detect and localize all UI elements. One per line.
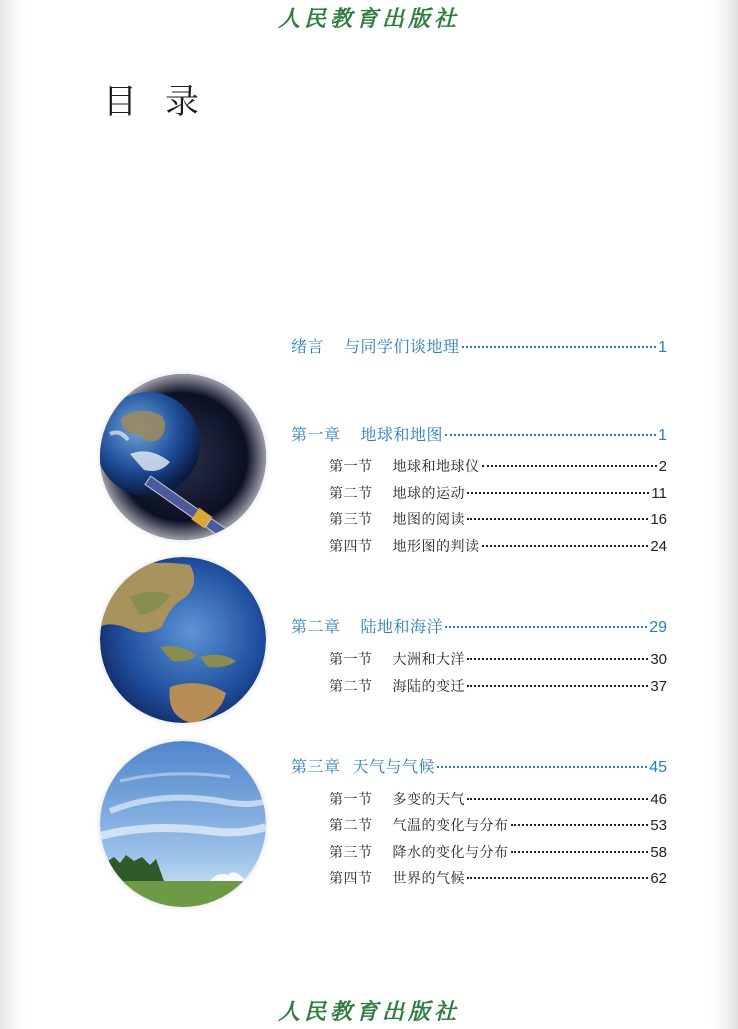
section-label: 第二节 — [329, 679, 373, 695]
section-title: 多变的天气 — [392, 792, 465, 808]
dot-leader — [482, 545, 649, 547]
dot-leader — [445, 626, 647, 628]
chapter-page: 45 — [649, 759, 667, 776]
section-page: 46 — [650, 791, 667, 808]
section-title: 海陆的变迁 — [392, 679, 465, 695]
section-label: 第三节 — [329, 512, 373, 528]
section-page: 30 — [650, 651, 667, 668]
section-title: 世界的气候 — [392, 871, 465, 887]
page-title: 目录 — [103, 82, 227, 122]
section-label: 第一节 — [329, 459, 373, 475]
section-label: 第一节 — [329, 652, 373, 668]
section-page: 11 — [651, 485, 667, 502]
dot-leader — [482, 465, 657, 467]
dot-leader — [467, 798, 648, 800]
dot-leader — [467, 877, 648, 879]
chapter-label: 第三章 — [291, 757, 341, 776]
section-page: 2 — [658, 458, 667, 475]
chapter-title: 天气与气候 — [352, 757, 436, 776]
dot-leader — [511, 824, 649, 826]
toc-section-3-3[interactable] — [329, 842, 667, 862]
sky-clouds-image — [100, 741, 266, 907]
chapter-title: 陆地和海洋 — [360, 617, 444, 636]
dot-leader — [467, 492, 649, 494]
chapter-title: 地球和地图 — [360, 425, 444, 444]
section-page: 53 — [650, 817, 667, 834]
toc-section-1-3[interactable] — [329, 509, 667, 529]
toc-section-1-1[interactable] — [329, 456, 667, 476]
toc-section-3-1[interactable] — [329, 789, 667, 809]
chapter-label: 第一章 — [291, 425, 341, 444]
section-title: 大洲和大洋 — [392, 652, 465, 668]
section-page: 58 — [650, 844, 667, 861]
section-title: 地球的运动 — [392, 486, 465, 502]
toc-section-3-2[interactable] — [329, 815, 667, 835]
section-title: 气温的变化与分布 — [392, 818, 509, 834]
section-page: 62 — [650, 870, 667, 887]
section-label: 第一节 — [329, 792, 373, 808]
earth-satellite-image — [100, 374, 266, 540]
section-page: 16 — [650, 511, 667, 528]
toc-section-2-2[interactable] — [329, 676, 667, 696]
toc-chapter-3[interactable] — [291, 754, 667, 777]
section-page: 37 — [650, 678, 667, 695]
toc-chapter-2[interactable] — [291, 614, 667, 637]
dot-leader — [467, 518, 648, 520]
section-page: 24 — [650, 538, 667, 555]
dot-leader — [462, 346, 657, 348]
section-title: 地球和地球仪 — [392, 459, 480, 475]
toc-section-1-4[interactable] — [329, 536, 667, 556]
section-label: 第三节 — [329, 845, 373, 861]
preface-label: 绪言 — [291, 337, 325, 356]
toc-chapter-1[interactable] — [291, 422, 667, 445]
section-label: 第二节 — [329, 486, 373, 502]
preface-page: 1 — [658, 339, 667, 356]
chapter-page: 29 — [649, 619, 667, 636]
dot-leader — [437, 766, 647, 768]
globe-asia-image — [100, 557, 266, 723]
section-label: 第四节 — [329, 539, 373, 555]
section-title: 降水的变化与分布 — [392, 845, 509, 861]
chapter-label: 第二章 — [291, 617, 341, 636]
section-label: 第二节 — [329, 818, 373, 834]
dot-leader — [511, 851, 649, 853]
dot-leader — [467, 685, 648, 687]
section-label: 第四节 — [329, 871, 373, 887]
dot-leader — [467, 658, 648, 660]
section-title: 地图的阅读 — [392, 512, 465, 528]
publisher-logo-top: 人民教育出版社 — [277, 6, 460, 32]
toc-section-2-1[interactable] — [329, 649, 667, 669]
toc-preface[interactable] — [291, 334, 667, 357]
toc-section-3-4[interactable] — [329, 868, 667, 888]
dot-leader — [445, 434, 656, 436]
chapter-page: 1 — [658, 427, 667, 444]
toc-section-1-2[interactable] — [329, 483, 667, 503]
publisher-logo-bottom: 人民教育出版社 — [277, 999, 460, 1025]
section-title: 地形图的判读 — [392, 539, 480, 555]
preface-title: 与同学们谈地理 — [344, 337, 460, 356]
